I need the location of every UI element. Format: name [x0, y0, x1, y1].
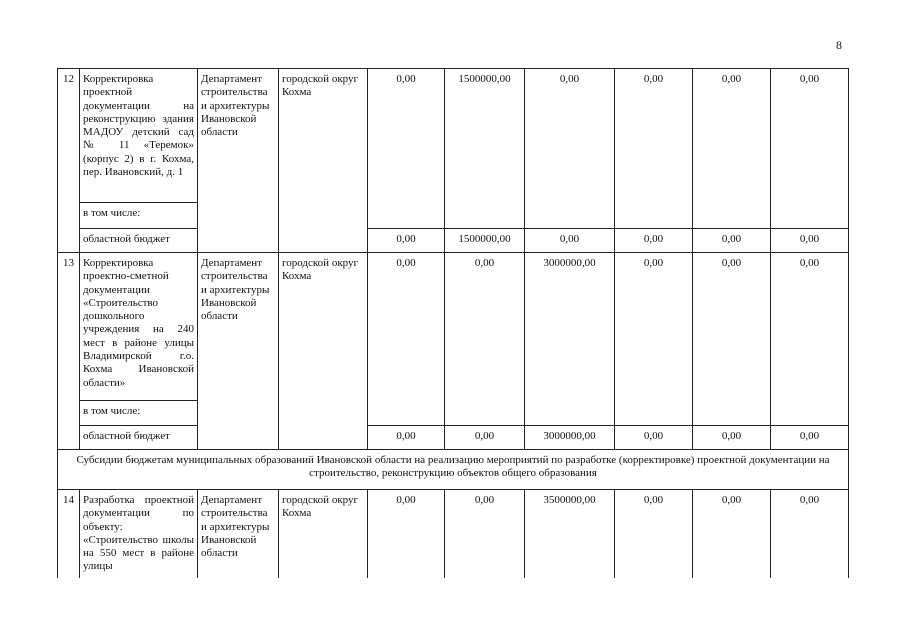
table-row: [58, 426, 849, 450]
row-number: 13: [58, 253, 80, 450]
table-row: [58, 450, 849, 490]
value-cell: 0,00: [615, 490, 693, 578]
table-row: [58, 229, 849, 253]
budget-value-cell: 0,00: [615, 426, 693, 450]
budget-value-cell: 0,00: [368, 426, 445, 450]
value-cell: 0,00: [445, 490, 525, 578]
value-cell: 0,00: [771, 253, 849, 426]
table-row: [58, 490, 849, 578]
location-cell: городской округ Кохма: [279, 69, 368, 253]
value-cell: 0,00: [615, 253, 693, 426]
executor-cell: Департамент строительства и архитектуры Ивановской области: [198, 69, 279, 253]
value-cell: 1500000,00: [445, 69, 525, 229]
page-number: 8: [836, 38, 842, 52]
value-cell: 0,00: [525, 69, 615, 229]
measure-name: Корректировка проектно-сметной документации «Строительство дошкольного учреждения на 240 мест в районе улицы Владимирской г.о. Кохма Ивановской области»: [80, 253, 198, 401]
row-number: 14: [58, 490, 80, 578]
row-number: 12: [58, 69, 80, 253]
value-cell: 3500000,00: [525, 490, 615, 578]
including-label: в том числе:: [80, 203, 198, 229]
location-cell: городской округ Кохма: [279, 490, 368, 578]
budget-value-cell: 1500000,00: [445, 229, 525, 253]
executor-cell: Департамент строительства и архитектуры Ивановской области: [198, 490, 279, 578]
value-cell: 3000000,00: [525, 253, 615, 426]
subsection-title: Субсидии бюджетам муниципальных образований Ивановской области на реализацию мероприятий по разработке (корректировке) проектной документации на строительство, реконструкцию объектов общего образования: [58, 450, 849, 490]
value-cell: 0,00: [693, 490, 771, 578]
table-row: [58, 253, 849, 401]
budget-value-cell: 0,00: [693, 229, 771, 253]
measure-name: Разработка проектной документации по объекту: «Строительство школы на 550 мест в районе улицы: [80, 490, 198, 578]
budget-label: областной бюджет: [80, 229, 198, 253]
budget-label: областной бюджет: [80, 426, 198, 450]
location-cell: городской округ Кохма: [279, 253, 368, 450]
budget-value-cell: 0,00: [771, 229, 849, 253]
value-cell: 0,00: [693, 69, 771, 229]
value-cell: 0,00: [368, 490, 445, 578]
budget-value-cell: 0,00: [771, 426, 849, 450]
budget-value-cell: 0,00: [445, 426, 525, 450]
value-cell: 0,00: [445, 253, 525, 426]
value-cell: 0,00: [615, 69, 693, 229]
value-cell: 0,00: [693, 253, 771, 426]
budget-value-cell: 0,00: [693, 426, 771, 450]
table-row: [58, 69, 849, 203]
budget-value-cell: 0,00: [525, 229, 615, 253]
value-cell: 0,00: [771, 490, 849, 578]
budget-value-cell: 3000000,00: [525, 426, 615, 450]
program-table: [57, 68, 849, 578]
executor-cell: Департамент строительства и архитектуры Ивановской области: [198, 253, 279, 450]
value-cell: 0,00: [368, 253, 445, 426]
budget-value-cell: 0,00: [615, 229, 693, 253]
including-label: в том числе:: [80, 401, 198, 426]
budget-value-cell: 0,00: [368, 229, 445, 253]
value-cell: 0,00: [368, 69, 445, 229]
measure-name: Корректировка проектной документации на реконструкцию здания МАДОУ детский сад № 11 «Теремок» (корпус 2) в г. Кохма, пер. Ивановский, д. 1: [80, 69, 198, 203]
value-cell: 0,00: [771, 69, 849, 229]
